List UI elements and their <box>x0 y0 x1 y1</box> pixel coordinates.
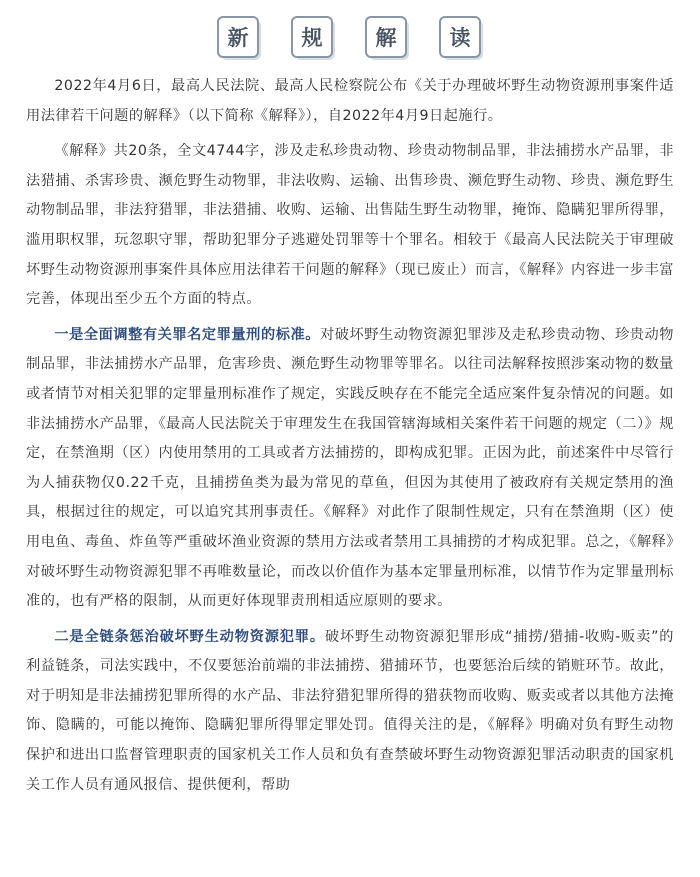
paragraph-text: 破坏野生动物资源犯罪形成“捕捞/猎捕-收购-贩卖”的利益链条，司法实践中，不仅要惩治前端的非法捕捞、猎捕环节，也要惩治后续的销赃环节。故此，对于明知是非法捕捞犯罪所得的水产品、非法狩猎犯罪所得的猎获物而收购、贩卖或者以其他方法掩饰、隐瞒的，可能以掩饰、隐瞒犯罪所得罪定罪处罚。值得关注的是，《解释》明确对负有野生动物保护和进出口监督管理职责的国家机关工作人员和负有查禁破坏野生动物资源犯罪活动职责的国家机关工作人员有通风报信、提供便利，帮助 <box>26 628 674 793</box>
paragraph-highlight: 一是全面调整有关罪名定罪量刑的标准。 <box>54 326 320 343</box>
paragraph-highlight: 二是全链条惩治破坏野生动物资源犯罪。 <box>54 628 325 645</box>
title-tile <box>217 16 261 60</box>
title-banner <box>0 16 700 60</box>
paragraph <box>26 72 674 131</box>
paragraph-text: 对破坏野生动物资源犯罪涉及走私珍贵动物、珍贵动物制品罪，非法捕捞水产品罪，危害珍贵、濒危野生动物罪等罪名。以往司法解释按照涉案动物的数量或者情节对相关犯罪的定罪量刑标准作了规定，实践反映存在不能完全适应案件复杂情况的问题。如非法捕捞水产品罪，《最高人民法院关于审理发生在我国管辖海域相关案件若干问题的规定（二）》规定，在禁渔期（区）内使用禁用的工具或者方法捕捞的，即构成犯罪。正因为此，前述案件中尽管行为人捕获物仅0.22千克，且捕捞鱼类为最为常见的草鱼，但因为其使用了被政府有关规定禁用的渔具，根据过往的规定，可以追究其刑事责任。《解释》对此作了限制性规定，只有在禁渔期（区）使用电鱼、毒鱼、炸鱼等严重破坏渔业资源的禁用方法或者禁用工具捕捞的才构成犯罪。总之，《解释》对破坏野生动物资源犯罪不再唯数量论，而改以价值作为基本定罪量刑标准，以情节作为定罪量刑标准的，也有严格的限制，从而更好体现罪责刑相适应原则的要求。 <box>26 326 674 610</box>
paragraph-text: 《解释》共20条，全文4744字，涉及走私珍贵动物、珍贵动物制品罪，非法捕捞水产品罪，非法猎捕、杀害珍贵、濒危野生动物罪，非法收购、运输、出售珍贵、濒危野生动物、珍贵、濒危野生动物制品罪，非法狩猎罪，非法猎捕、收购、运输、出售陆生野生动物罪，掩饰、隐瞒犯罪所得罪，滥用职权罪，玩忽职守罪，帮助犯罪分子逃避处罚罪等十个罪名。相较于《最高人民法院关于审理破坏野生动物资源刑事案件具体应用法律若干问题的解释》（现已废止）而言，《解释》内容进一步丰富完善，体现出至少五个方面的特点。 <box>26 143 674 308</box>
paragraph <box>26 137 674 315</box>
title-tile <box>291 16 335 60</box>
title-char: 新 <box>217 16 259 58</box>
title-char: 读 <box>439 16 481 58</box>
article-body <box>26 72 674 806</box>
paragraph <box>26 321 674 617</box>
title-char: 解 <box>365 16 407 58</box>
title-tile <box>365 16 409 60</box>
paragraph <box>26 623 674 801</box>
paragraph-text: 2022年4月6日，最高人民法院、最高人民检察院公布《关于办理破坏野生动物资源刑事案件适用法律若干问题的解释》（以下简称《解释》），自2022年4月9日起施行。 <box>26 78 674 124</box>
title-char: 规 <box>291 16 333 58</box>
title-tile <box>439 16 483 60</box>
